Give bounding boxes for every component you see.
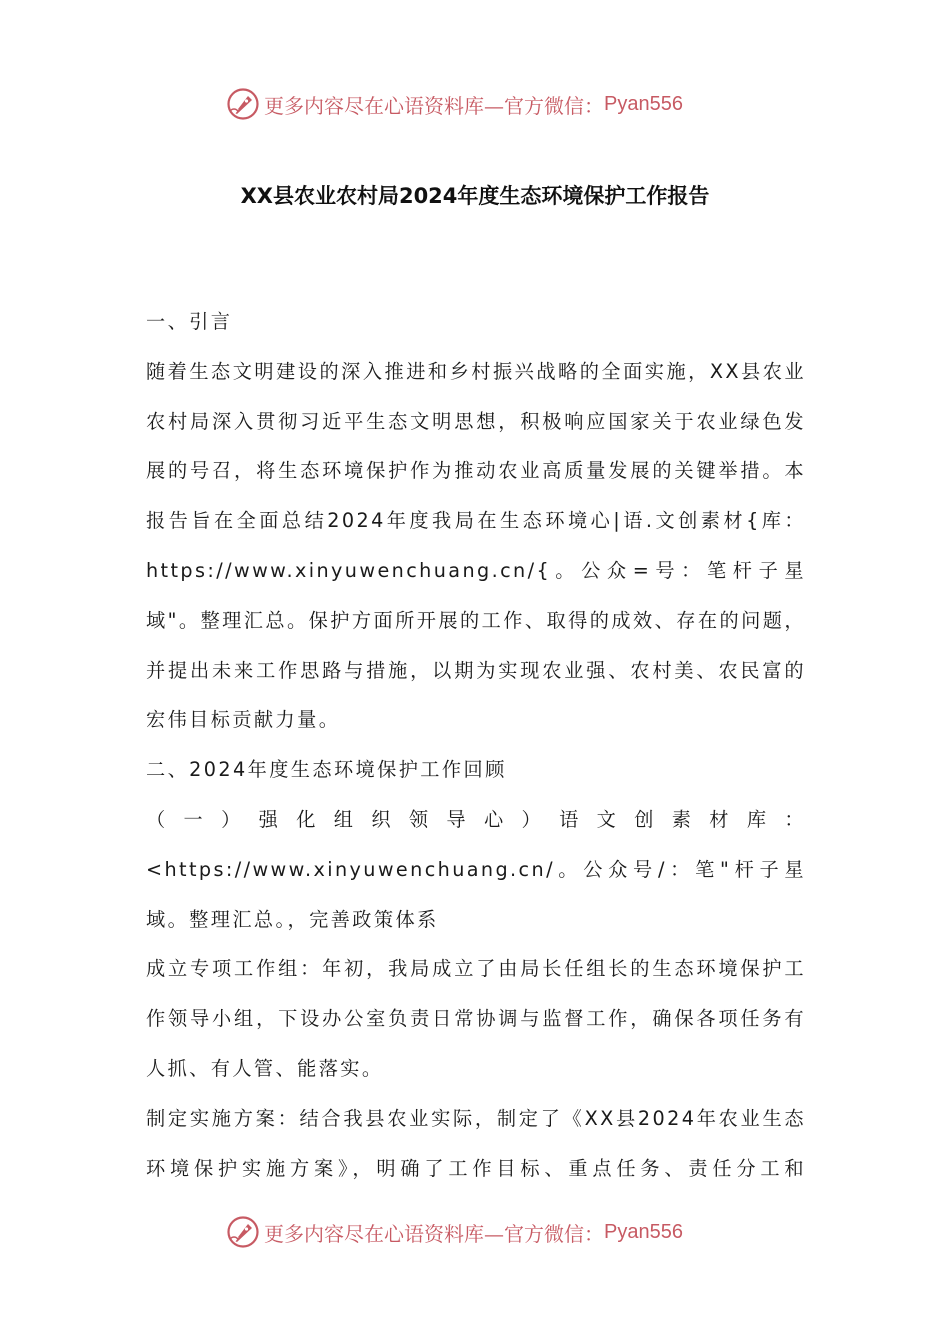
watermark-text: 更多内容尽在心语资料库—官方微信：	[264, 93, 604, 118]
document-body	[146, 297, 806, 1193]
subsection-heading-leadership: （一）强化组织领导心）语文创素材库：<https://www.xinyuwenchuang.cn/。公众号/：笔"杆子星域。整理汇总。，完善政策体系	[146, 807, 806, 931]
watermark-account: Pyan556	[604, 92, 683, 115]
pen-nib-logo-icon	[226, 87, 260, 121]
watermark-text: 更多内容尽在心语资料库—官方微信：	[264, 1221, 604, 1246]
section-heading-intro: 一、引言	[146, 310, 233, 333]
document-title: XX县农业农村局2024年度生态环境保护工作报告	[240, 184, 710, 208]
watermark-header	[226, 84, 746, 124]
pen-nib-logo-icon	[226, 1215, 260, 1249]
paragraph-intro: 随着生态文明建设的深入推进和乡村振兴战略的全面实施，XX县农业农村局深入贯彻习近平生态文明思想，积极响应国家关于农业绿色发展的号召，将生态环境保护作为推动农业高质量发展的关键举措。本报告旨在全面总结2024年度我局在生态环境心|语.文创素材{库：https://www.xinyuwenchuang.cn/{。公众=号：笔杆子星域"。整理汇总。保护方面所开展的工作、取得的成效、存在的问题，并提出未来工作思路与措施，以期为实现农业强、农村美、农民富的宏伟目标贡献力量。	[146, 359, 806, 732]
paragraph-implementation-plan: 制定实施方案：结合我县农业实际，制定了《XX县2024年农业生态环境保护实施方案》，明确了工作目标、重点任务、责任分工和	[146, 1106, 806, 1180]
watermark-footer	[226, 1212, 746, 1252]
watermark-account: Pyan556	[604, 1220, 683, 1243]
paragraph-working-group: 成立专项工作组：年初，我局成立了由局长任组长的生态环境保护工作领导小组，下设办公室负责日常协调与监督工作，确保各项任务有人抓、有人管、能落实。	[146, 957, 806, 1080]
section-heading-review: 二、2024年度生态环境保护工作回顾	[146, 758, 507, 782]
